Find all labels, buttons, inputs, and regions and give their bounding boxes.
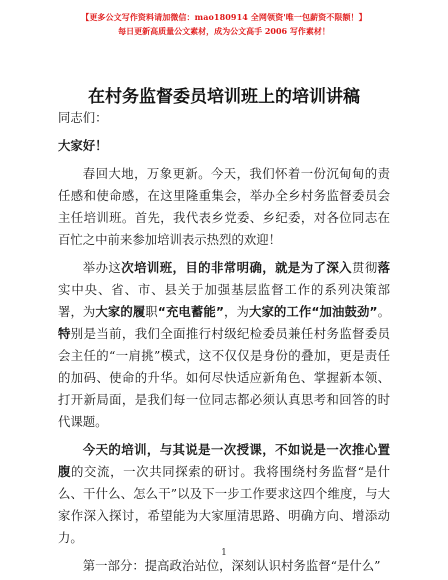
p2-seg-b: 次培训班，目的非常明确，就是为了深入	[121, 260, 352, 275]
paragraph-3	[58, 439, 390, 549]
p2-seg-i: ，为	[223, 304, 249, 319]
document-body	[58, 107, 390, 577]
p2-seg-m: 别是当前，我们全面推行村级纪检委员兼任村务监督委员会主任的“一肩挑”模式，这不仅仅是身份的叠加，更是责任的加码、使命的升华。如何尽快适应新角色、掌握新本领、打开新局面，是我们每一位同志都必须认真思考和回答的时代课题。	[58, 326, 391, 429]
p2-seg-j: 大家的工作“加油鼓劲”	[249, 304, 378, 319]
paragraph-2	[58, 257, 390, 433]
p2-seg-d: 落	[377, 260, 391, 275]
p2-seg-h: “充电蓄能”	[157, 304, 224, 319]
promo-banner	[0, 10, 448, 38]
p3-seg-b: 的交流，一次共同探索的研讨。我将围绕村务监督“是什么、干什么、怎么干”以及下一步工作要求这四个维度，与大家作深入探讨，希望能为大家厘清思路、明确方向、增添动力。	[58, 464, 390, 545]
document-title: 在村务监督委员培训班上的培训讲稿	[88, 87, 360, 107]
p2-seg-k: 。	[377, 304, 391, 319]
promo-line-1: 【更多公文写作资料请加微信：mao180914 全网领资'唯一包薪资不限额！】	[81, 12, 367, 22]
salutation: 同志们：	[58, 110, 108, 125]
p3-seg-a: 今天的培训，与其说是一次授课，不如说是一次推心置腹	[58, 442, 390, 479]
p2-seg-l: 特	[58, 326, 71, 341]
p2-seg-e: 实中央、省、市、县关于加强基层监督工作的系列决策部署，为	[58, 282, 390, 319]
p2-seg-c: 贯彻	[352, 260, 378, 275]
p2-seg-g: 职	[145, 304, 158, 319]
page-number: 1	[221, 548, 227, 558]
promo-line-2: 每日更新高质量公文素材，成为公文高手 2006 写作素材！	[118, 26, 330, 36]
p2-seg-f: 大家的履	[95, 304, 146, 319]
p2-seg-a: 举办这	[82, 260, 122, 275]
greeting: 大家好！	[58, 138, 108, 153]
paragraph-1: 春回大地，万象更新。今天，我们怀着一份沉甸甸的责任感和使命感，在这里隆重集会，举办全乡村务监督委员会主任培训班。首先，我代表乡党委、乡纪委，对各位同志在百忙之中前来参加培训表示热烈的欢迎！	[58, 166, 390, 247]
section-heading-1: 第一部分：提高政治站位，深刻认识村务监督“是什么”	[82, 558, 381, 573]
